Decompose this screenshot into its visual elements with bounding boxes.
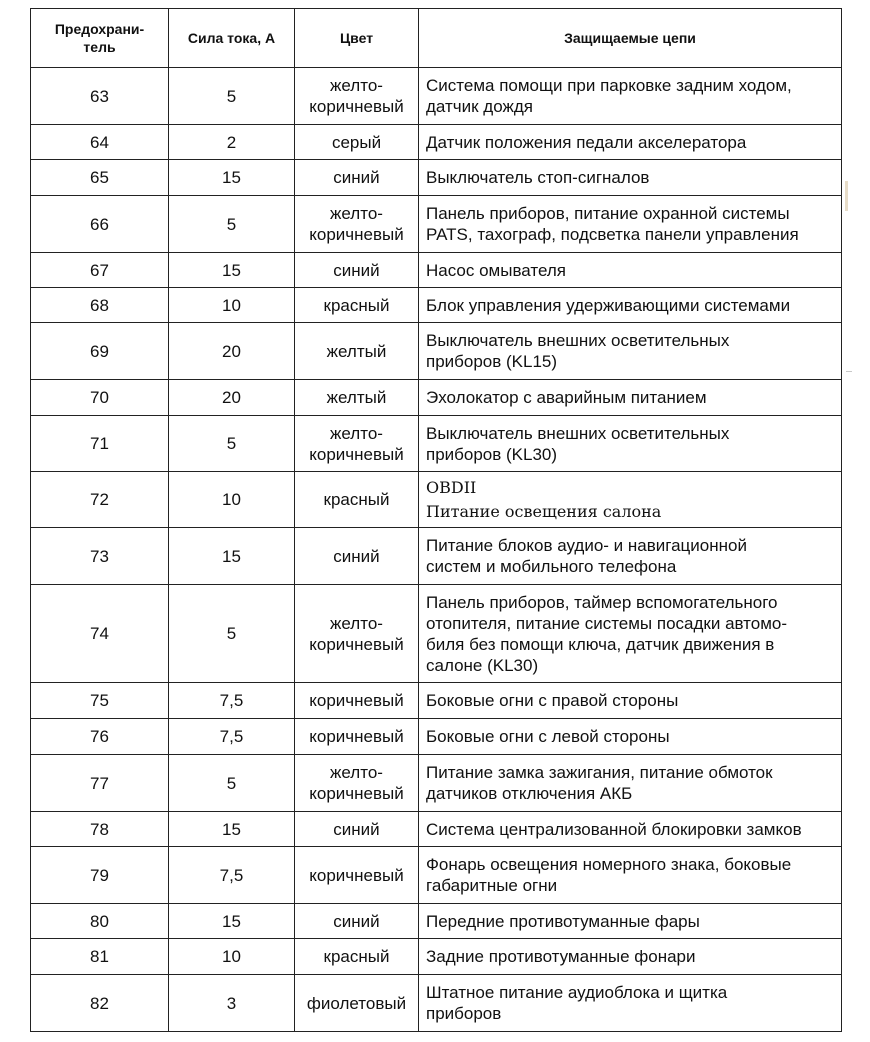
fuse-color-line: синий: [333, 819, 380, 839]
fuse-current: 5: [169, 585, 295, 683]
fuse-circuit-line: Панель приборов, питание охранной системы: [426, 204, 790, 223]
fuse-circuit-line: Система централизованной блокировки замков: [426, 819, 802, 839]
fuse-number: 80: [31, 904, 169, 939]
fuse-circuit-line: Датчик положения педали акселератора: [426, 132, 747, 152]
fuse-color-line: синий: [333, 168, 380, 187]
fuse-circuit-line: датчиков отключения АКБ: [426, 784, 633, 803]
header-fuse-line: тель: [83, 39, 116, 55]
fuse-circuit-line: Питание освещения салона: [426, 501, 662, 521]
fuse-color-line: желтый: [326, 341, 387, 361]
fuse-color-line: красный: [323, 490, 390, 509]
fuse-circuits: [419, 323, 842, 380]
fuse-number: 75: [31, 683, 169, 719]
fuse-color-line: коричневый: [309, 225, 404, 244]
table-row: [31, 160, 842, 196]
header-fuse: [31, 9, 169, 68]
fuse-current: 7,5: [169, 683, 295, 719]
fuse-color-line: коричневый: [309, 691, 404, 710]
fuse-circuit-line: биля без помощи ключа, датчик движения в: [426, 634, 775, 654]
fuse-number: 81: [31, 939, 169, 975]
fuse-color-line: синий: [333, 260, 380, 280]
fuse-circuits: [419, 904, 842, 939]
fuse-circuit-line: Блок управления удерживающими системами: [426, 295, 791, 315]
fuse-number: 78: [31, 812, 169, 847]
fuse-circuit-line: Выключатель внешних осветительных: [426, 423, 730, 443]
fuse-color-line: фиолетовый: [306, 993, 407, 1013]
fuse-color: [295, 904, 419, 939]
fuse-current: 10: [169, 472, 295, 528]
table-row: [31, 125, 842, 160]
fuse-circuits: [419, 160, 842, 196]
fuse-color-line: коричневый: [309, 865, 404, 885]
fuse-circuit-line: Передние противотуманные фары: [426, 911, 700, 931]
fuse-current: 5: [169, 68, 295, 125]
fuse-number: 68: [31, 288, 169, 323]
fuse-circuits: [419, 380, 842, 416]
fuse-color-line: коричневый: [309, 727, 404, 746]
fuse-table-body: [31, 68, 842, 1032]
fuse-circuit-line: Питание блоков аудио- и навигационной: [426, 536, 747, 555]
fuse-current: 15: [169, 528, 295, 585]
header-fuse-line: Предохрани-: [54, 21, 145, 37]
table-row: [31, 812, 842, 847]
fuse-circuits: [419, 472, 842, 528]
edge-mark: [845, 181, 848, 211]
fuse-circuits: [419, 288, 842, 323]
table-row: [31, 416, 842, 472]
table-row: [31, 68, 842, 125]
fuse-circuit-line: Насос омывателя: [426, 260, 566, 280]
fuse-color: [295, 755, 419, 812]
fuse-color-line: желто-: [330, 76, 383, 95]
fuse-number: 64: [31, 125, 169, 160]
table-row: [31, 472, 842, 528]
table-row: [31, 196, 842, 253]
fuse-circuit-line: приборов: [426, 1004, 502, 1023]
fuse-current: 20: [169, 323, 295, 380]
table-row: [31, 847, 842, 904]
fuse-circuit-line: Задние противотуманные фонари: [426, 947, 696, 966]
fuse-circuit-line: приборов (KL30): [426, 444, 558, 464]
fuse-color: [295, 847, 419, 904]
fuse-current: 2: [169, 125, 295, 160]
table-row: [31, 585, 842, 683]
fuse-number: 82: [31, 975, 169, 1032]
fuse-circuit-line: Боковые огни с правой стороны: [426, 691, 679, 710]
fuse-color: [295, 253, 419, 288]
fuse-number: 66: [31, 196, 169, 253]
fuse-number: 70: [31, 380, 169, 416]
fuse-circuit-line: Выключатель стоп-сигналов: [426, 168, 650, 187]
fuse-color-line: коричневый: [309, 634, 404, 654]
fuse-current: 3: [169, 975, 295, 1032]
fuse-color: [295, 125, 419, 160]
table-row: [31, 939, 842, 975]
fuse-circuits: [419, 683, 842, 719]
fuse-color: [295, 416, 419, 472]
fuse-number: 76: [31, 719, 169, 755]
edge-tick: [846, 371, 852, 372]
fuse-current: 5: [169, 755, 295, 812]
fuse-circuit-line: систем и мобильного телефона: [426, 557, 677, 576]
fuse-color-line: серый: [331, 132, 382, 152]
fuse-circuit-line: Боковые огни с левой стороны: [426, 727, 670, 746]
fuse-color-line: синий: [333, 911, 380, 931]
fuse-color: [295, 585, 419, 683]
fuse-number: 72: [31, 472, 169, 528]
fuse-number: 71: [31, 416, 169, 472]
fuse-circuits: [419, 939, 842, 975]
fuse-circuits: [419, 719, 842, 755]
fuse-color: [295, 683, 419, 719]
header-amp: Сила тока, А: [169, 9, 295, 68]
table-row: [31, 719, 842, 755]
header-circuits: Защищаемые цепи: [419, 9, 842, 68]
fuse-circuits: [419, 196, 842, 253]
table-row: [31, 904, 842, 939]
fuse-circuits: [419, 847, 842, 904]
fuse-circuit-line: Эхолокатор с аварийным питанием: [426, 388, 707, 407]
fuse-color: [295, 528, 419, 585]
fuse-circuit-line: PATS, тахограф, подсветка панели управления: [426, 225, 799, 244]
fuse-color-line: красный: [323, 295, 390, 315]
table-row: [31, 528, 842, 585]
fuse-current: 10: [169, 288, 295, 323]
fuse-color: [295, 719, 419, 755]
table-row: [31, 755, 842, 812]
fuse-circuit-line: Штатное питание аудиоблока и щитка: [426, 983, 728, 1002]
fuse-current: 15: [169, 812, 295, 847]
fuse-number: 73: [31, 528, 169, 585]
fuse-current: 7,5: [169, 719, 295, 755]
fuse-number: 77: [31, 755, 169, 812]
fuse-current: 15: [169, 160, 295, 196]
fuse-color-line: коричневый: [309, 784, 404, 803]
fuse-number: 65: [31, 160, 169, 196]
fuse-number: 69: [31, 323, 169, 380]
fuse-circuits: [419, 68, 842, 125]
fuse-color: [295, 472, 419, 528]
fuse-color: [295, 160, 419, 196]
fuse-circuits: [419, 253, 842, 288]
table-row: [31, 253, 842, 288]
fuse-color-line: желто-: [330, 204, 383, 223]
fuse-color: [295, 68, 419, 125]
fuse-circuits: [419, 585, 842, 683]
fuse-color: [295, 812, 419, 847]
fuse-circuit-line: Панель приборов, таймер вспомогательного: [426, 592, 778, 612]
fuse-color: [295, 380, 419, 416]
fuse-circuits: [419, 416, 842, 472]
fuse-circuits: [419, 975, 842, 1032]
fuse-circuit-line: салоне (KL30): [426, 655, 539, 675]
header-color: Цвет: [295, 9, 419, 68]
fuse-color-line: коричневый: [309, 444, 404, 464]
fuse-current: 20: [169, 380, 295, 416]
fuse-current: 15: [169, 253, 295, 288]
fuse-color: [295, 196, 419, 253]
fuse-color-line: коричневый: [309, 97, 404, 116]
fuse-color: [295, 323, 419, 380]
fuse-circuits: [419, 125, 842, 160]
fuse-circuit-line: приборов (KL15): [426, 352, 558, 371]
fuse-number: 63: [31, 68, 169, 125]
table-row: [31, 975, 842, 1032]
fuse-color-line: желто-: [330, 423, 383, 443]
fuse-color: [295, 975, 419, 1032]
fuse-circuit-line: габаритные огни: [426, 876, 558, 895]
fuse-table: [30, 8, 842, 1032]
table-row: [31, 323, 842, 380]
fuse-circuit-line: OBDII: [426, 477, 477, 497]
fuse-color-line: желтый: [326, 388, 387, 407]
header-row: [31, 9, 842, 68]
fuse-color: [295, 939, 419, 975]
fuse-circuit-line: Выключатель внешних осветительных: [426, 331, 730, 350]
table-row: [31, 380, 842, 416]
fuse-current: 7,5: [169, 847, 295, 904]
fuse-color-line: желто-: [330, 763, 383, 782]
fuse-color-line: синий: [333, 546, 380, 566]
fuse-circuits: [419, 755, 842, 812]
fuse-current: 5: [169, 196, 295, 253]
fuse-circuit-line: датчик дождя: [426, 97, 533, 116]
fuse-number: 79: [31, 847, 169, 904]
fuse-color-line: красный: [323, 947, 390, 966]
table-row: [31, 683, 842, 719]
fuse-number: 74: [31, 585, 169, 683]
fuse-current: 10: [169, 939, 295, 975]
fuse-circuit-line: Система помощи при парковке задним ходом,: [426, 76, 792, 95]
fuse-circuits: [419, 528, 842, 585]
fuse-color-line: желто-: [330, 613, 383, 633]
fuse-circuit-line: Питание замка зажигания, питание обмоток: [426, 763, 773, 782]
table-row: [31, 288, 842, 323]
fuse-circuit-line: Фонарь освещения номерного знака, боковые: [426, 855, 792, 874]
fuse-circuits: [419, 812, 842, 847]
fuse-current: 15: [169, 904, 295, 939]
fuse-current: 5: [169, 416, 295, 472]
fuse-number: 67: [31, 253, 169, 288]
fuse-color: [295, 288, 419, 323]
fuse-circuit-line: отопителя, питание системы посадки автомо-: [426, 613, 788, 633]
